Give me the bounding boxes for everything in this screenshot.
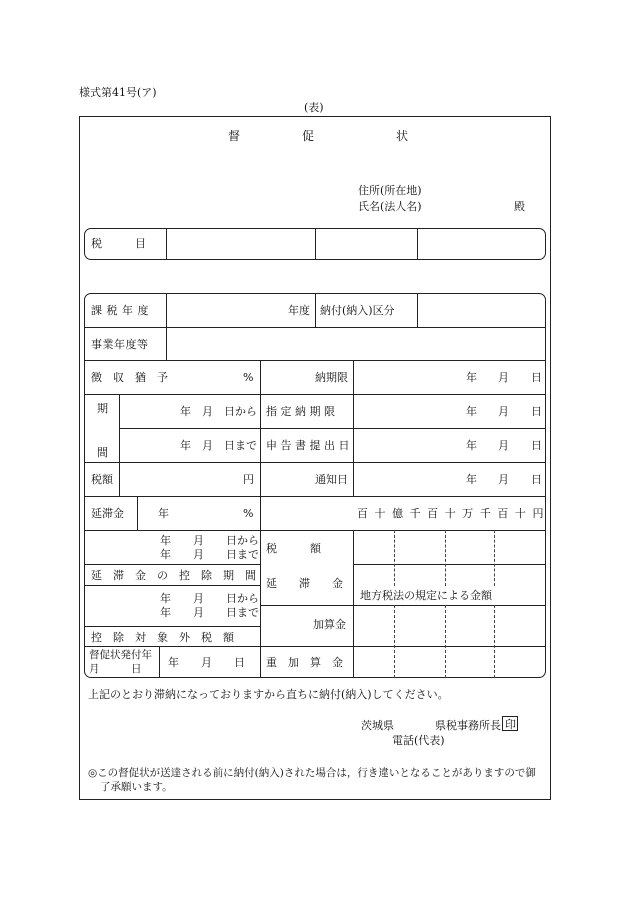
late-period-until-2: 年 月 日まで [160,606,259,619]
period-from: 年 月 日から [180,405,257,418]
tax-item-field-2[interactable] [316,229,416,259]
late-fee-label: 延滞金 [91,507,124,520]
designated-year: 年 [466,405,477,418]
amount-unit-2: 億 [392,507,404,520]
notice-date-label: 通知日 [315,473,348,486]
honorific: 殿 [514,200,525,213]
amount-unit-10: 円 [532,507,544,520]
period-label-bottom: 間 [97,446,108,459]
office-head: 県税事務所長 [435,719,501,732]
designated-month: 月 [498,405,509,418]
heavy-additional-tax-label: 重 加 算 金 [266,656,343,669]
business-year-label: 事業年度等 [91,338,149,351]
title-char-3: 状 [396,129,409,143]
late-fee-year: 年 [158,507,169,520]
filing-month: 月 [498,439,509,452]
late-period-from-2: 年 月 日から [160,592,259,605]
tax-item-field-3[interactable] [418,229,544,259]
tax-amount-yen: 円 [243,473,254,486]
side-label: (表) [304,101,324,114]
amount-unit-5: 十 [444,507,456,520]
issued-date-label-line2: 月 日 [89,663,142,675]
amount-unit-3: 千 [409,507,421,520]
tax-item-field-1[interactable] [167,229,314,259]
local-tax-note: 地方税法の規定による金額 [360,589,492,602]
amount-unit-4: 百 [427,507,439,520]
seal-label: 印 [505,718,516,731]
period-label-top: 期 [97,402,108,415]
amount-digit-units [353,507,546,521]
filing-date-label: 申 告 書 提 出 日 [266,439,350,452]
phone-label: 電話(代表) [392,734,445,747]
deadline-label: 納期限 [315,371,348,384]
amount-unit-8: 百 [497,507,509,520]
amount-unit-6: 万 [462,507,474,520]
deadline-month: 月 [498,371,509,384]
notice-month: 月 [498,473,509,486]
designated-deadline-label: 指 定 納 期 限 [266,405,335,418]
notice-day: 日 [531,473,542,486]
prefecture: 茨城県 [361,719,394,732]
filing-day: 日 [531,439,542,452]
late-fee-wide-label: 延 滞 金 [266,577,343,590]
filing-year: 年 [466,439,477,452]
tax-amount-label: 税額 [91,473,113,486]
delivery-note-line1: ◎この督促状が送達される前に納付(納入)された場合は，行き違いとなることがありますので御 [88,767,536,779]
amount-unit-0: 百 [357,507,368,520]
delivery-note-line2: 了承願います。 [100,781,173,793]
excluded-tax-label: 控 除 対 象 外 税 額 [91,631,234,644]
title-char-2: 促 [302,129,315,143]
payment-notice: 上記のとおり滞納になっておりますから直ちに納付(納入)してください。 [88,688,449,701]
late-fee-percent: % [243,507,254,520]
issued-date-value: 年 月 日 [168,656,245,669]
tax-year-label: 課 税 年 度 [91,304,149,317]
deadline-year: 年 [466,371,477,384]
notice-year: 年 [466,473,477,486]
period-until: 年 月 日まで [180,439,257,452]
tax-amount-wide-label: 税 額 [266,542,321,555]
tax-item-label: 税 目 [91,237,146,250]
amount-unit-9: 十 [514,507,526,520]
additional-tax-label: 加算金 [313,618,346,631]
amount-unit-7: 千 [479,507,491,520]
late-deduction-period-label: 延 滞 金 の 控 除 期 間 [91,569,256,582]
title-char-1: 督 [228,129,241,143]
late-period-from: 年 月 日から [160,534,259,547]
form-number: 様式第41号(ア) [79,86,157,99]
issued-date-label-line1: 督促状発付年 [89,649,152,661]
address-label: 住所(所在地) [358,184,422,197]
name-label: 氏名(法人名) [358,200,422,213]
payment-category-label: 納付(納入)区分 [320,304,395,317]
late-period-until: 年 月 日まで [160,548,259,561]
grace-label: 徴 収 猶 予 [91,371,168,384]
deadline-day: 日 [531,371,542,384]
grace-percent: % [243,371,254,384]
amount-unit-1: 十 [374,507,386,520]
designated-day: 日 [531,405,542,418]
year-unit: 年度 [288,304,310,317]
